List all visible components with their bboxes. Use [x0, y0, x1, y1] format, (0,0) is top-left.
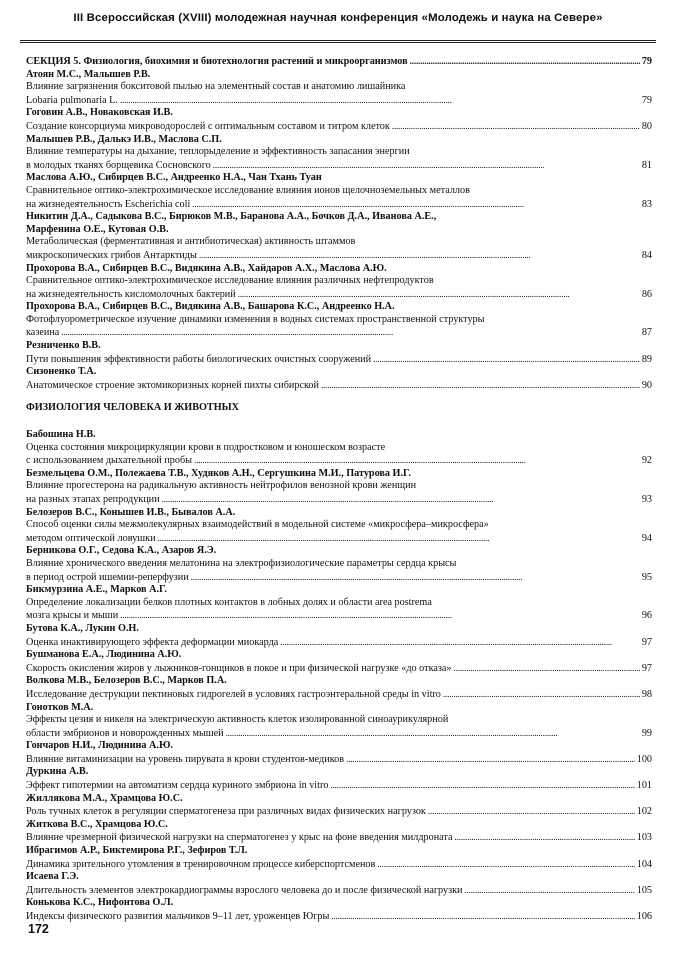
entry-authors: Сизоненко Т.А.: [26, 366, 97, 378]
toc-entry: [26, 623, 652, 649]
entry-title-text: Создание консорциума микроводорослей с оптимальным составом и титром клеток: [26, 120, 390, 132]
entry-authors: Марфенина О.Е., Кутовая О.В.: [26, 223, 169, 235]
entry-authors: Гонотков М.А.: [26, 701, 94, 713]
leader-dots: [61, 326, 640, 340]
page-ref: 79: [641, 56, 652, 67]
leader-dots: [330, 779, 634, 793]
toc-entry: [26, 649, 652, 675]
entry-authors: Белозеров В.С., Конышев И.В., Бывалов А.А.: [26, 506, 236, 518]
page-ref: 104: [636, 858, 652, 870]
entry-title-line: [26, 532, 652, 546]
page-ref: 90: [641, 379, 652, 391]
leader-dots: [410, 55, 640, 69]
entry-title-text: Оценка инактивирующего эффекта деформации миокарда: [26, 636, 279, 648]
page-ref: 102: [636, 806, 652, 818]
entry-authors: Прохорова В.А., Сибирцев В.С., Видякина А.В., Башарова К.С., Андреенко Н.А.: [26, 301, 395, 313]
entry-title-text: Динамика зрительного утомления в тренировочном процессе киберспортсменов: [26, 858, 376, 870]
entry-title-line: [26, 249, 652, 263]
toc-entry: [26, 740, 652, 766]
entry-title-line: [26, 753, 652, 767]
entry-title-line: [26, 571, 652, 585]
entry-title-line: [26, 884, 652, 898]
entry-title-text: Исследование деструкции пектиновых гидрогелей в условиях гастроэнтеральной среды in vitro: [26, 688, 441, 700]
toc-entry: [26, 871, 652, 897]
toc-entry: [26, 211, 652, 262]
toc-entry: [26, 819, 652, 845]
entry-title-line: [26, 609, 652, 623]
entry-title-line: Определение локализации белков плотных контактов в лобных долях и области area postrema: [26, 596, 432, 608]
entry-title-text: Влияние чрезмерной физической нагрузки на сперматогенез у крыс на фоне введения милдроната: [26, 832, 453, 844]
entry-authors: Бушманова Е.А., Людинина А.Ю.: [26, 649, 182, 661]
page-ref: 100: [636, 753, 652, 765]
entry-title-text: на разных этапах репродукции: [26, 494, 160, 505]
entry-title-line: [26, 858, 652, 872]
toc-entry: [26, 507, 652, 546]
entry-title-line: [26, 727, 652, 741]
entry-title-line: [26, 662, 652, 676]
entry-title-text: Пути повышения эффективности работы биологических очистных сооружений: [26, 353, 372, 365]
entry-authors: Бутова К.А., Лукин О.Н.: [26, 622, 139, 634]
leader-dots: [238, 288, 640, 302]
entry-authors: Малышев Р.В., Далькэ И.В., Маслова С.П.: [26, 133, 222, 145]
page-ref: 98: [641, 688, 652, 700]
header-title: III Всероссийская (XVIII) молодежная научная конференция «Молодежь и наука на Севере»: [73, 12, 603, 24]
page-number: 172: [28, 922, 49, 936]
page-ref: 79: [641, 94, 652, 106]
page-ref: 106: [636, 911, 652, 922]
entry-authors: Гоговин А.В., Новаковская И.В.: [26, 107, 173, 119]
entry-title-text: в период острой ишемии-реперфузии: [26, 571, 189, 583]
entry-title-line: Фотофлуорометрическое изучение динамики изменения в водных системах пространственной структуры: [26, 313, 485, 325]
entry-authors: Прохорова В.А., Сибирцев В.С., Видякина А.В., Хайдаров А.Х., Маслова А.Ю.: [26, 262, 387, 274]
entry-title-line: [26, 94, 652, 108]
toc-entry: [26, 845, 652, 871]
entry-authors: Волкова М.В., Белозеров В.С., Марков П.А.: [26, 675, 227, 687]
page-ref: 97: [641, 662, 652, 674]
entry-title-text: Скорость окисления жиров у лыжников-гонщиков в покое и при физической нагрузке «до отказа»: [26, 662, 452, 674]
entry-title-line: [26, 493, 652, 507]
entry-authors: Жиллякова М.А., Храмцова Ю.С.: [26, 792, 183, 804]
entry-title-line: Оценка состояния микроциркуляции крови в подростковом и юношеском возрасте: [26, 441, 386, 453]
toc-entry: [26, 584, 652, 623]
entry-authors: Берникова О.Г., Седова К.А., Азаров Я.Э.: [26, 545, 217, 557]
leader-dots: [120, 94, 640, 108]
entry-title-line: Влияние прогестерона на радикальную активность нейтрофилов венозной крови женщин: [26, 480, 417, 492]
entry-title-text: Lobaria pulmonaria L.: [26, 94, 118, 106]
entry-title-line: [26, 688, 652, 702]
leader-dots: [346, 753, 635, 767]
leader-dots: [373, 353, 640, 367]
entry-title-text: области эмбрионов и новорожденных мышей: [26, 727, 224, 739]
entry-authors: Резниченко В.В.: [26, 340, 101, 352]
entry-title-line: Влияние хронического введения мелатонина на электрофизиологические параметры сердца крысы: [26, 557, 457, 569]
toc-entry: [26, 545, 652, 584]
leader-dots: [226, 727, 640, 741]
toc-entry: [26, 263, 652, 302]
page-ref: 96: [641, 610, 652, 622]
entry-authors: Ибрагимов А.Р., Биктемирова Р.Г., Зефиров Т.Л.: [26, 845, 248, 857]
toc-entry: [26, 69, 652, 108]
entry-title-line: [26, 198, 652, 212]
leader-dots: [120, 609, 640, 623]
toc-entry: [26, 793, 652, 819]
entry-title-line: Способ оценки силы межмолекулярных взаимодействий в модельной системе «микросфера–микросфера»: [26, 519, 489, 531]
toc-entry: [26, 468, 652, 507]
page-ref: 105: [636, 884, 652, 896]
leader-dots: [455, 831, 635, 845]
page-ref: 83: [641, 198, 652, 210]
entry-title-line: [26, 831, 652, 845]
page-ref: 95: [641, 571, 652, 583]
leader-dots: [428, 805, 635, 819]
entry-title-line: Метаболическая (ферментативная и антибиотическая) активность штаммов: [26, 236, 356, 248]
entry-title-text: методом оптической ловушки: [26, 532, 156, 544]
entry-title-text: на жизнедеятельность кисломолочных бактерий: [26, 288, 236, 300]
entry-authors: Гончаров Н.И., Людинина А.Ю.: [26, 740, 173, 752]
leader-dots: [191, 571, 640, 585]
entry-authors: Безмельцева О.М., Полежаева Т.В., Худяков А.Н., Сергушкина М.И., Патурова И.Г.: [26, 467, 411, 479]
entry-title-line: [26, 805, 652, 819]
entry-title-line: Влияние загрязнения бокситовой пылью на элементный состав и анатомию лишайника: [26, 81, 406, 93]
section-entries: [26, 69, 652, 393]
leader-dots: [377, 858, 634, 872]
page-ref: 80: [641, 120, 652, 132]
entry-authors: Дуркина А.В.: [26, 766, 89, 778]
entry-title-text: на жизнедеятельность Escherichia coli: [26, 198, 191, 210]
entry-title-text: Роль тучных клеток в регуляции сперматогенеза при различных видах физических нагрузок: [26, 806, 426, 818]
section-title: СЕКЦИЯ 5. Физиология, биохимия и биотехнология растений и микроорганизмов: [26, 56, 408, 67]
toc-entry: [26, 702, 652, 741]
section-heading: [26, 55, 652, 69]
toc-entry: [26, 107, 652, 133]
section-entries: [26, 429, 652, 924]
entry-authors: Никитин Д.А., Садыкова В.С., Бирюков М.В., Баранова А.А., Бочков Д.А., Иванова А.Е.,: [26, 211, 437, 223]
entry-title-text: Индексы физического развития мальчиков 9–11 лет, уроженцев Югры: [26, 911, 330, 922]
entry-title-line: [26, 379, 652, 393]
entry-title-line: [26, 779, 652, 793]
leader-dots: [443, 688, 640, 702]
toc-entry: [26, 766, 652, 792]
page-ref: 86: [641, 288, 652, 300]
entry-authors: Маслова А.Ю., Сибирцев В.С., Андреенко Н.А., Чан Тхань Туан: [26, 172, 322, 184]
leader-dots: [194, 454, 640, 468]
entry-title-text: микроскопических грибов Антарктиды: [26, 249, 197, 261]
entry-title-line: Эффекты цезия и никеля на электрическую активность клеток изолированной синоаурикулярной: [26, 714, 449, 726]
entry-title-line: [26, 910, 652, 924]
section-heading: ФИЗИОЛОГИЯ ЧЕЛОВЕКА И ЖИВОТНЫХ: [26, 402, 240, 414]
entry-title-line: Сравнительное оптико-электрохимическое исследование влияния различных нефтепродуктов: [26, 275, 434, 287]
entry-title-line: Влияние температуры на дыхание, теплорыделение и эффективность запасания энергии: [26, 146, 410, 158]
page-ref: 89: [641, 353, 652, 365]
entry-authors: Атоян М.С., Малышев Р.В.: [26, 68, 151, 80]
toc-entry: [26, 429, 652, 468]
page-ref: 84: [641, 249, 652, 261]
entry-title-line: Сравнительное оптико-электрохимическое исследование влияния ионов щелочноземельных металлов: [26, 184, 470, 196]
leader-dots: [158, 532, 640, 546]
page-ref: 103: [636, 832, 652, 844]
leader-dots: [331, 910, 634, 924]
entry-title-line: [26, 326, 652, 340]
leader-dots: [162, 493, 640, 507]
entry-title-text: в молодых тканях борщевика Сосновского: [26, 159, 211, 171]
page-ref: 99: [641, 727, 652, 739]
page-ref: 97: [641, 636, 652, 648]
leader-dots: [321, 379, 640, 393]
leader-dots: [392, 120, 640, 134]
toc-entry: [26, 340, 652, 366]
entry-title-line: [26, 454, 652, 468]
leader-dots: [192, 198, 640, 212]
entry-title-text: казеина: [26, 327, 60, 339]
leader-dots: [280, 636, 639, 650]
entry-title-text: мозга крысы и мыши: [26, 610, 119, 622]
entry-title-line: [26, 120, 652, 134]
leader-dots: [199, 249, 640, 263]
leader-dots: [465, 884, 635, 898]
entry-authors: Бабошина Н.В.: [26, 429, 96, 441]
page-ref: 93: [641, 494, 652, 505]
entry-title-text: Эффект гипотермии на автоматизм сердца куриного эмбриона in vitro: [26, 780, 329, 792]
entry-title-text: Длительность элементов электрокардиограммы взрослого человека до и после физической нагрузки: [26, 884, 463, 896]
page-ref: 101: [636, 780, 652, 792]
entry-title-text: Анатомическое строение эктомикоризных корней пихты сибирской: [26, 379, 319, 391]
entry-authors: Конькова К.С., Нифонтова О.Л.: [26, 897, 174, 909]
entry-title-text: с использованием дыхательной пробы: [26, 455, 193, 467]
entry-title-line: [26, 353, 652, 367]
toc-entry: [26, 134, 652, 173]
page-ref: 81: [641, 159, 652, 171]
entry-title-text: Влияние витаминизации на уровень пирувата в крови студентов-медиков: [26, 753, 345, 765]
entry-authors: Исаева Г.Э.: [26, 871, 79, 883]
toc-entry: [26, 172, 652, 211]
page-ref: 92: [641, 455, 652, 467]
page-ref: 94: [641, 532, 652, 544]
toc-entry: [26, 897, 652, 923]
toc-entry: [26, 301, 652, 340]
running-header: [20, 12, 656, 43]
toc-entry: [26, 366, 652, 392]
leader-dots: [454, 662, 640, 676]
page-ref: 87: [641, 327, 652, 339]
entry-authors: Бикмурзина А.Е., Марков А.Г.: [26, 584, 167, 596]
entry-title-line: [26, 159, 652, 173]
toc-entry: [26, 675, 652, 701]
entry-title-line: [26, 288, 652, 302]
entry-authors: Житкова В.С., Храмцова Ю.С.: [26, 818, 168, 830]
table-of-contents: [26, 55, 652, 924]
entry-title-line: [26, 636, 652, 650]
leader-dots: [213, 159, 640, 173]
